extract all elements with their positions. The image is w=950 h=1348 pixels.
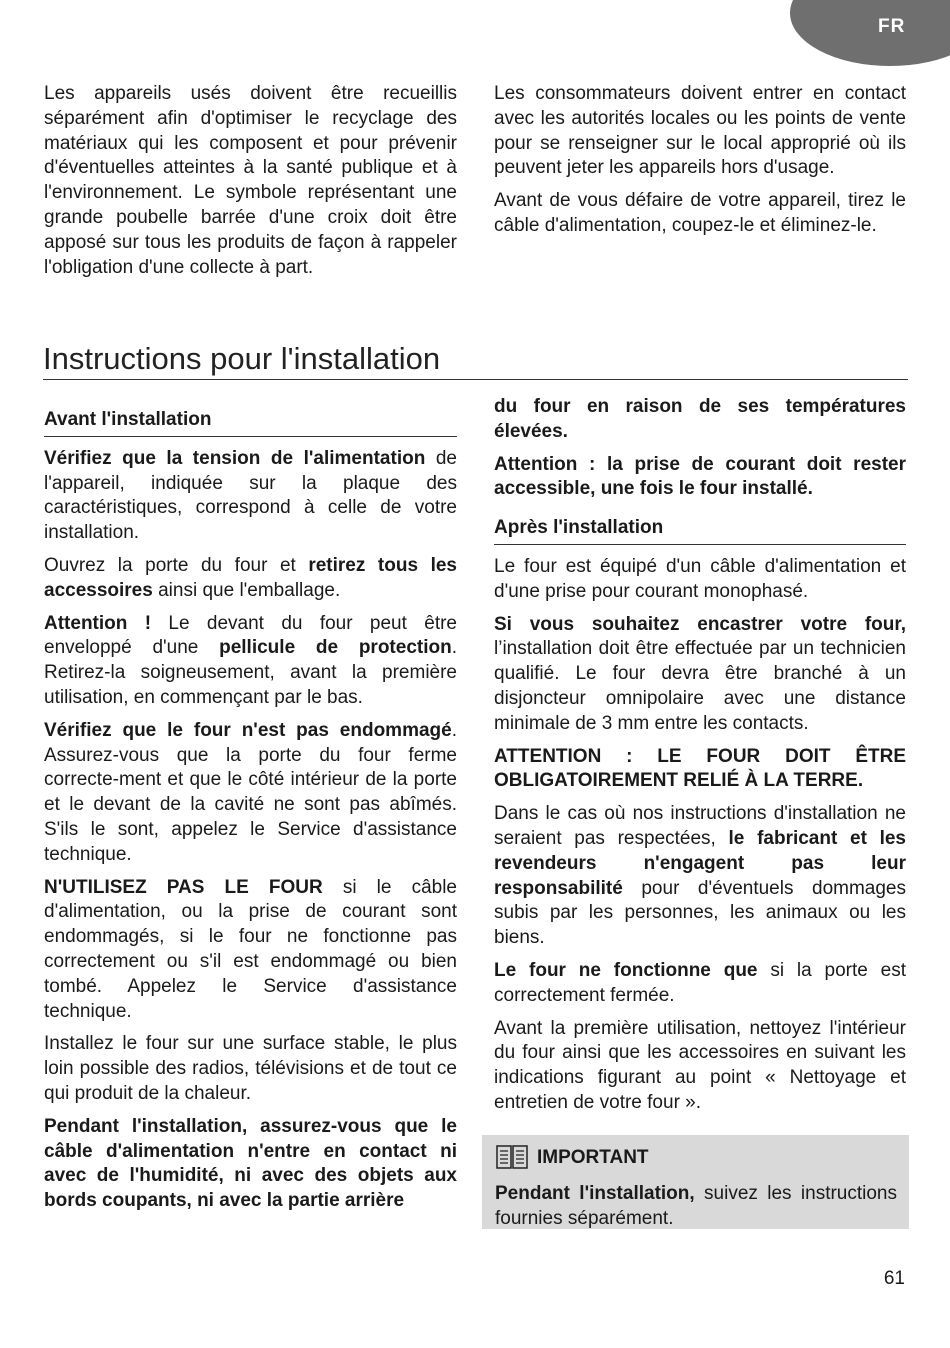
- paragraph: [494, 745, 906, 795]
- bold-text: Pendant l'installation,: [495, 1183, 695, 1204]
- language-label: FR: [878, 16, 906, 37]
- important-title: IMPORTANT: [537, 1147, 649, 1169]
- section-title: Instructions pour l'installation: [43, 341, 441, 376]
- intro-left-column: [44, 82, 457, 288]
- paragraph: [494, 395, 906, 445]
- left-column: [44, 408, 457, 1222]
- bold-text: Attention !: [44, 612, 152, 634]
- bold-text: Vérifiez que la tension de l'alimentation: [44, 447, 426, 469]
- intro-paragraph: Les consommateurs doivent entrer en contact avec les autorités locales ou les points de vente pour se renseigner sur le local approprié où ils peuvent jeter les appareils hors d'usage.: [494, 83, 906, 179]
- text: ainsi que l'emballage.: [152, 579, 341, 601]
- paragraph: Avant la première utilisation, nettoyez l'intérieur du four ainsi que les accessoires en suivant les indications figurant au point « Nettoyage et entretien de votre four ».: [494, 1017, 906, 1113]
- paragraph: Le four est équipé d'un câble d'alimentation et d'une prise pour courant monophasé.: [494, 555, 906, 602]
- text: Ouvrez la porte du four et: [44, 554, 309, 576]
- bold-text: Vérifiez que le four n'est pas endommagé: [44, 719, 452, 741]
- bold-text: du four en raison de ses températures élevées.: [494, 396, 906, 442]
- paragraph: [44, 719, 457, 868]
- text: de l'appareil, indiquée sur la plaque des caractéristiques, correspond à celle de votre installation.: [44, 447, 457, 544]
- important-header: [495, 1143, 649, 1171]
- bold-text: pellicule de protection: [219, 637, 452, 659]
- text: l’installation doit être effectuée par un technicien qualifié. Le four devra être branché à un disjoncteur omnipolaire avec une distance minimale de 3 mm entre les contacts.: [494, 638, 906, 734]
- paragraph: [44, 612, 457, 711]
- language-tab: [790, 0, 950, 66]
- intro-right-column: [494, 82, 906, 247]
- text: Le devant du four peut être enveloppé d'une: [44, 612, 457, 659]
- text: si le câble d'alimentation, ou la prise de courant sont endommagés, si le four ne fonctionne pas correctement ou s'il est endommagé ou bien tombé. Appelez le Service d'assistance technique.: [44, 876, 457, 1022]
- title-divider: [43, 379, 908, 380]
- before-installation-heading: Avant l'installation: [44, 408, 457, 437]
- important-box: [482, 1135, 909, 1229]
- text: si la porte est correctement fermée.: [494, 959, 906, 1006]
- text: . Assurez-vous que la porte du four ferme correcte-ment et que le côté intérieur de la porte et le devant de la cavité ne sont pas abîmés. S'ils le sont, appelez le Service d'assistance technique.: [44, 719, 457, 865]
- bold-text: Le four ne fonctionne que: [494, 959, 758, 981]
- paragraph: [44, 554, 457, 604]
- bold-text: retirez tous les accessoires: [44, 554, 457, 601]
- paragraph: [44, 447, 457, 546]
- paragraph: [494, 802, 906, 951]
- bold-text: N'UTILISEZ PAS LE FOUR: [44, 876, 323, 898]
- after-installation-heading: Après l'installation: [494, 516, 906, 545]
- bold-text: Pendant l'installation, assurez-vous que le câble d'alimentation n'entre en contact ni avec de l'humidité, ni avec des objets aux bords coupants, ni avec la partie arrière: [44, 1115, 457, 1212]
- bold-text: Attention : la prise de courant doit rester accessible, une fois le four installé.: [494, 453, 906, 500]
- text: . Retirez-la soigneusement, avant la première utilisation, en commençant par le bas.: [44, 637, 457, 708]
- intro-paragraph: Les appareils usés doivent être recueillis séparément afin d'optimiser le recyclage des matériaux qui les composent et pour prévenir d'éventuelles atteintes à la santé publique et à l'environnement. Le symbole représentant une grande poubelle barrée d'une croix doit être apposé sur tous les produits de façon à rappeler l'obligation d'une collecte à part.: [44, 83, 457, 278]
- intro-paragraph: Avant de vous défaire de votre appareil, tirez le câble d'alimentation, coupez-le et éliminez-le.: [494, 190, 906, 236]
- right-column: [494, 395, 906, 1124]
- paragraph: [494, 613, 906, 737]
- book-icon: [495, 1143, 529, 1171]
- text: suivez les instructions fournies séparément.: [495, 1183, 897, 1229]
- paragraph: [494, 959, 906, 1009]
- bold-text: le fabricant et les revendeurs n'engagent pas leur responsabilité: [494, 827, 906, 899]
- important-text: [495, 1182, 897, 1232]
- paragraph: [44, 876, 457, 1025]
- paragraph: [494, 453, 906, 503]
- bold-text: Si vous souhaitez encastrer votre four,: [494, 613, 906, 635]
- text: Dans le cas où nos instructions d'installation ne seraient pas respectées,: [494, 803, 906, 849]
- paragraph: [44, 1115, 457, 1214]
- bold-text: ATTENTION : LE FOUR DOIT ÊTRE OBLIGATOIREMENT RELIÉ À LA TERRE.: [494, 745, 906, 792]
- paragraph: Installez le four sur une surface stable, le plus loin possible des radios, télévisions et de tout ce qui produit de la chaleur.: [44, 1033, 457, 1104]
- text: pour d'éventuels dommages subis par les personnes, les animaux ou les biens.: [494, 877, 906, 949]
- page-number: 61: [883, 1268, 905, 1289]
